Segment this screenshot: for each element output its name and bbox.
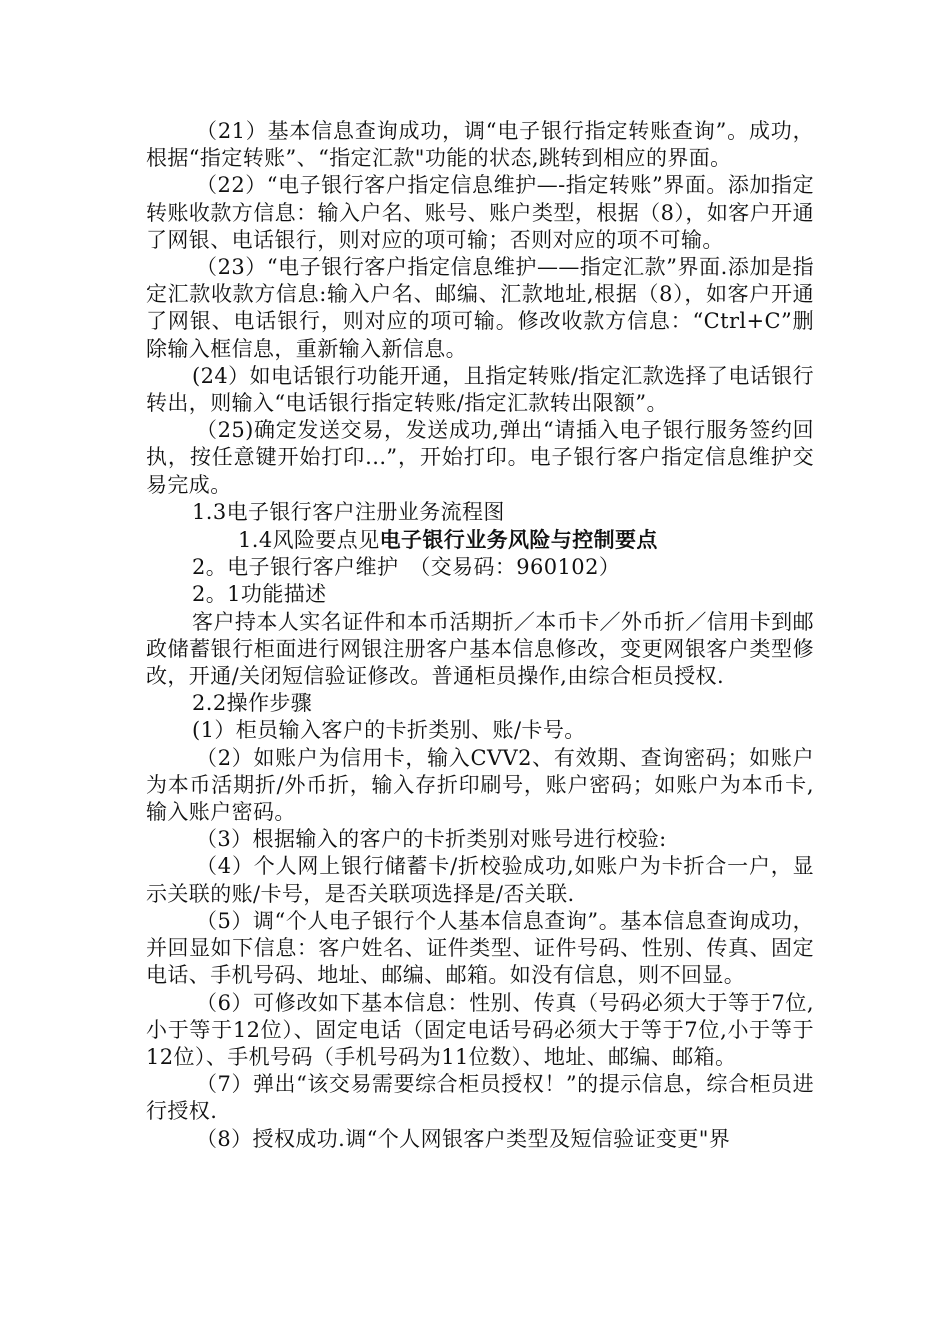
heading-2-1: 2。1功能描述 (192, 582, 327, 607)
step-4: （4）个人网上银行储蓄卡/折校验成功,如账户为卡折合一户，显示关联的账/卡号，是否关联项选择是/否关联. (146, 854, 814, 906)
step-5: （5）调“个人电子银行个人基本信息查询”。基本信息查询成功，并回显如下信息：客户姓名、证件类型、证件号码、性别、传真、固定电话、手机号码、地址、邮编、邮箱。如没有信息，则不回显。 (146, 908, 814, 988)
heading-2: 2。电子银行客户维护 （交易码：960102） (192, 555, 621, 580)
document-body (146, 118, 814, 1153)
paragraph-24: (24）如电话银行功能开通，且指定转账/指定汇款选择了电话银行转出，则输入“电话银行指定转账/指定汇款转出限额”。 (146, 363, 814, 416)
paragraph-21: （21）基本信息查询成功，调“电子银行指定转账查询”。成功，根据“指定转账”、“指定汇款"功能的状态,跳转到相应的界面。 (146, 119, 814, 171)
heading-2-2: 2.2操作步骤 (192, 691, 313, 716)
step-6: （6）可修改如下基本信息：性别、传真（号码必须大于等于7位,小于等于12位）、固定电话（固定电话号码必须大于等于7位,小于等于12位）、手机号码（手机号码为11位数）、地址、邮编、邮箱。 (146, 990, 814, 1069)
step-1: (1）柜员输入客户的卡折类别、账/卡号。 (192, 718, 586, 743)
paragraph-function-description: 客户持本人实名证件和本币活期折／本币卡／外币折／信用卡到邮政储蓄银行柜面进行网银注册客户基本信息修改，变更网银客户类型修改，开通/关闭短信验证修改。普通柜员操作,由综合柜员授权. (146, 609, 814, 689)
paragraph-22: （22）“电子银行客户指定信息维护—-指定转账”界面。添加指定转账收款方信息：输入户名、账号、账户类型，根据（8），如客户开通了网银、电话银行，则对应的项可输；否则对应的项不可输。 (146, 173, 814, 252)
step-2: （2）如账户为信用卡，输入CVV2、有效期、查询密码；如账户为本币活期折/外币折，输入存折印刷号，账户密码；如账户为本币卡,输入账户密码。 (146, 745, 814, 825)
paragraph-23: （23）“电子银行客户指定信息维护——指定汇款”界面.添加是指定汇款收款方信息:输入户名、邮编、汇款地址,根据（8），如客户开通了网银、电话银行，则对应的项可输。修改收款方信息：“Ctrl+C”删除输入框信息，重新输入新信息。 (146, 255, 814, 361)
step-3: （3）根据输入的客户的卡折类别对账号进行校验: (196, 827, 667, 852)
paragraph-25: （25)确定发送交易，发送成功,弹出“请插入电子银行服务签约回执，按任意键开始打印...”，开始打印。电子银行客户指定信息维护交易完成。 (146, 418, 814, 497)
step-8: （8）授权成功.调“个人网银客户类型及短信验证变更"界 (196, 1126, 731, 1151)
heading-1-3: 1.3电子银行客户注册业务流程图 (192, 499, 505, 524)
heading-1-4 (146, 526, 814, 554)
heading-1-4-prefix: 1.4风险要点见 (238, 528, 380, 553)
step-7: （7）弹出“该交易需要综合柜员授权！”的提示信息，综合柜员进行授权. (146, 1072, 814, 1124)
heading-1-4-link: 电子银行业务风险与控制要点 (379, 527, 658, 553)
